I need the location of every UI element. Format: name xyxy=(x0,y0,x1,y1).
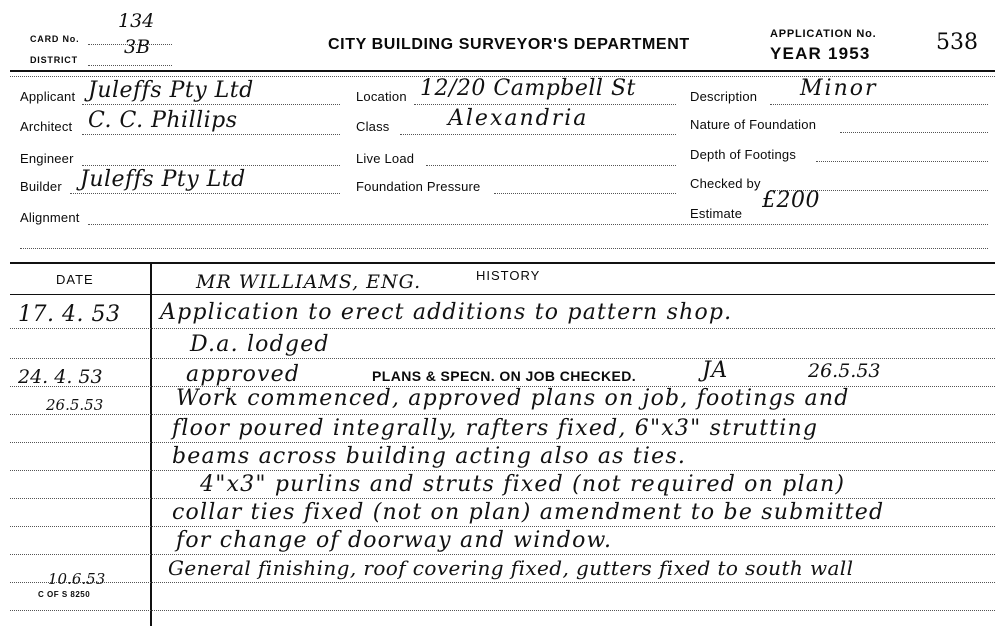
estimate-value: £200 xyxy=(762,188,820,213)
history-text: 4"x3" purlins and struts fixed (not required on plan) xyxy=(200,472,846,497)
history-text: beams across building acting also as ties. xyxy=(172,444,687,469)
builder-underline xyxy=(70,193,340,194)
alignment-underline xyxy=(88,224,988,225)
location-label: Location xyxy=(356,89,407,104)
ruled-line xyxy=(10,328,995,329)
history-text: General finishing, roof covering fixed, gutters fixed to south wall xyxy=(168,556,854,580)
history-date: 17. 4. 53 xyxy=(18,302,121,327)
form-code: C OF S 8250 xyxy=(38,590,91,599)
header-rule xyxy=(10,70,995,72)
ruled-line xyxy=(10,442,995,443)
history-text: D.a. lodged xyxy=(190,332,330,357)
date-header: DATE xyxy=(56,272,94,287)
plans-checked-stamp: PLANS & SPECN. ON JOB CHECKED. xyxy=(372,368,637,384)
history-text: Work commenced, approved plans on job, footings and xyxy=(176,386,850,411)
location-underline xyxy=(414,104,676,105)
history-date: 24. 4. 53 xyxy=(18,366,103,388)
live-load-underline xyxy=(426,165,676,166)
description-underline xyxy=(770,104,988,105)
ruled-line xyxy=(10,554,995,555)
checked-by-label: Checked by xyxy=(690,176,761,191)
district-label: DISTRICT xyxy=(30,55,78,65)
applicant-label: Applicant xyxy=(20,89,76,104)
history-text: for change of doorway and window. xyxy=(176,528,613,553)
class-value: Alexandria xyxy=(448,106,589,131)
department-title: CITY BUILDING SURVEYOR'S DEPARTMENT xyxy=(328,36,690,53)
application-no-label: APPLICATION No. xyxy=(770,28,877,40)
architect-label: Architect xyxy=(20,119,73,134)
depth-of-footings-underline xyxy=(816,161,988,162)
year-label: YEAR 1953 xyxy=(770,44,871,63)
depth-of-footings-label: Depth of Footings xyxy=(690,147,797,162)
builder-value: Juleffs Pty Ltd xyxy=(80,167,246,192)
district-value: 3B xyxy=(124,36,151,58)
history-header-rule xyxy=(10,294,995,295)
history-header: HISTORY xyxy=(476,268,541,283)
class-underline xyxy=(400,134,676,135)
inspector-note: MR WILLIAMS, ENG. xyxy=(196,271,422,293)
card-no-label: CARD No. xyxy=(30,34,80,44)
nature-of-foundation-underline xyxy=(840,132,988,133)
location-value: 12/20 Campbell St xyxy=(420,76,636,101)
history-text: Application to erect additions to pattern shop. xyxy=(160,300,733,325)
live-load-label: Live Load xyxy=(356,151,415,166)
ruled-line xyxy=(10,470,995,471)
architect-underline xyxy=(82,134,340,135)
ruled-line xyxy=(10,414,995,415)
applicant-value: Juleffs Pty Ltd xyxy=(88,78,254,103)
class-label: Class xyxy=(356,119,390,134)
alignment-label: Alignment xyxy=(20,210,80,225)
ruled-line xyxy=(10,610,995,611)
foundation-pressure-underline xyxy=(494,193,676,194)
engineer-underline xyxy=(82,165,340,166)
ruled-line xyxy=(10,526,995,527)
history-text: approved xyxy=(186,362,301,387)
ruled-line xyxy=(10,358,995,359)
application-no-value: 538 xyxy=(936,30,978,55)
history-text: floor poured integrally, rafters fixed, 6"x3" strutting xyxy=(172,416,819,441)
history-date: 10.6.53 xyxy=(48,570,106,588)
description-value: Minor xyxy=(800,76,878,101)
nature-of-foundation-label: Nature of Foundation xyxy=(690,117,817,132)
builder-label: Builder xyxy=(20,179,62,194)
history-top-rule xyxy=(10,262,995,264)
details-bottom-dotted xyxy=(20,248,988,249)
ruled-line xyxy=(10,498,995,499)
foundation-pressure-label: Foundation Pressure xyxy=(356,179,481,194)
applicant-underline xyxy=(82,104,340,105)
history-text: collar ties fixed (not on plan) amendment to be submitted xyxy=(172,500,885,525)
stamp-date: 26.5.53 xyxy=(808,360,881,382)
date-column-divider xyxy=(150,262,152,626)
history-date: 26.5.53 xyxy=(46,396,104,414)
engineer-label: Engineer xyxy=(20,151,74,166)
estimate-label: Estimate xyxy=(690,206,743,221)
architect-value: C. C. Phillips xyxy=(88,108,238,133)
ruled-line xyxy=(10,582,995,583)
stamp-initials: JA xyxy=(702,358,728,383)
description-label: Description xyxy=(690,89,758,104)
district-underline xyxy=(88,65,172,66)
card-no-value: 134 xyxy=(118,10,155,32)
